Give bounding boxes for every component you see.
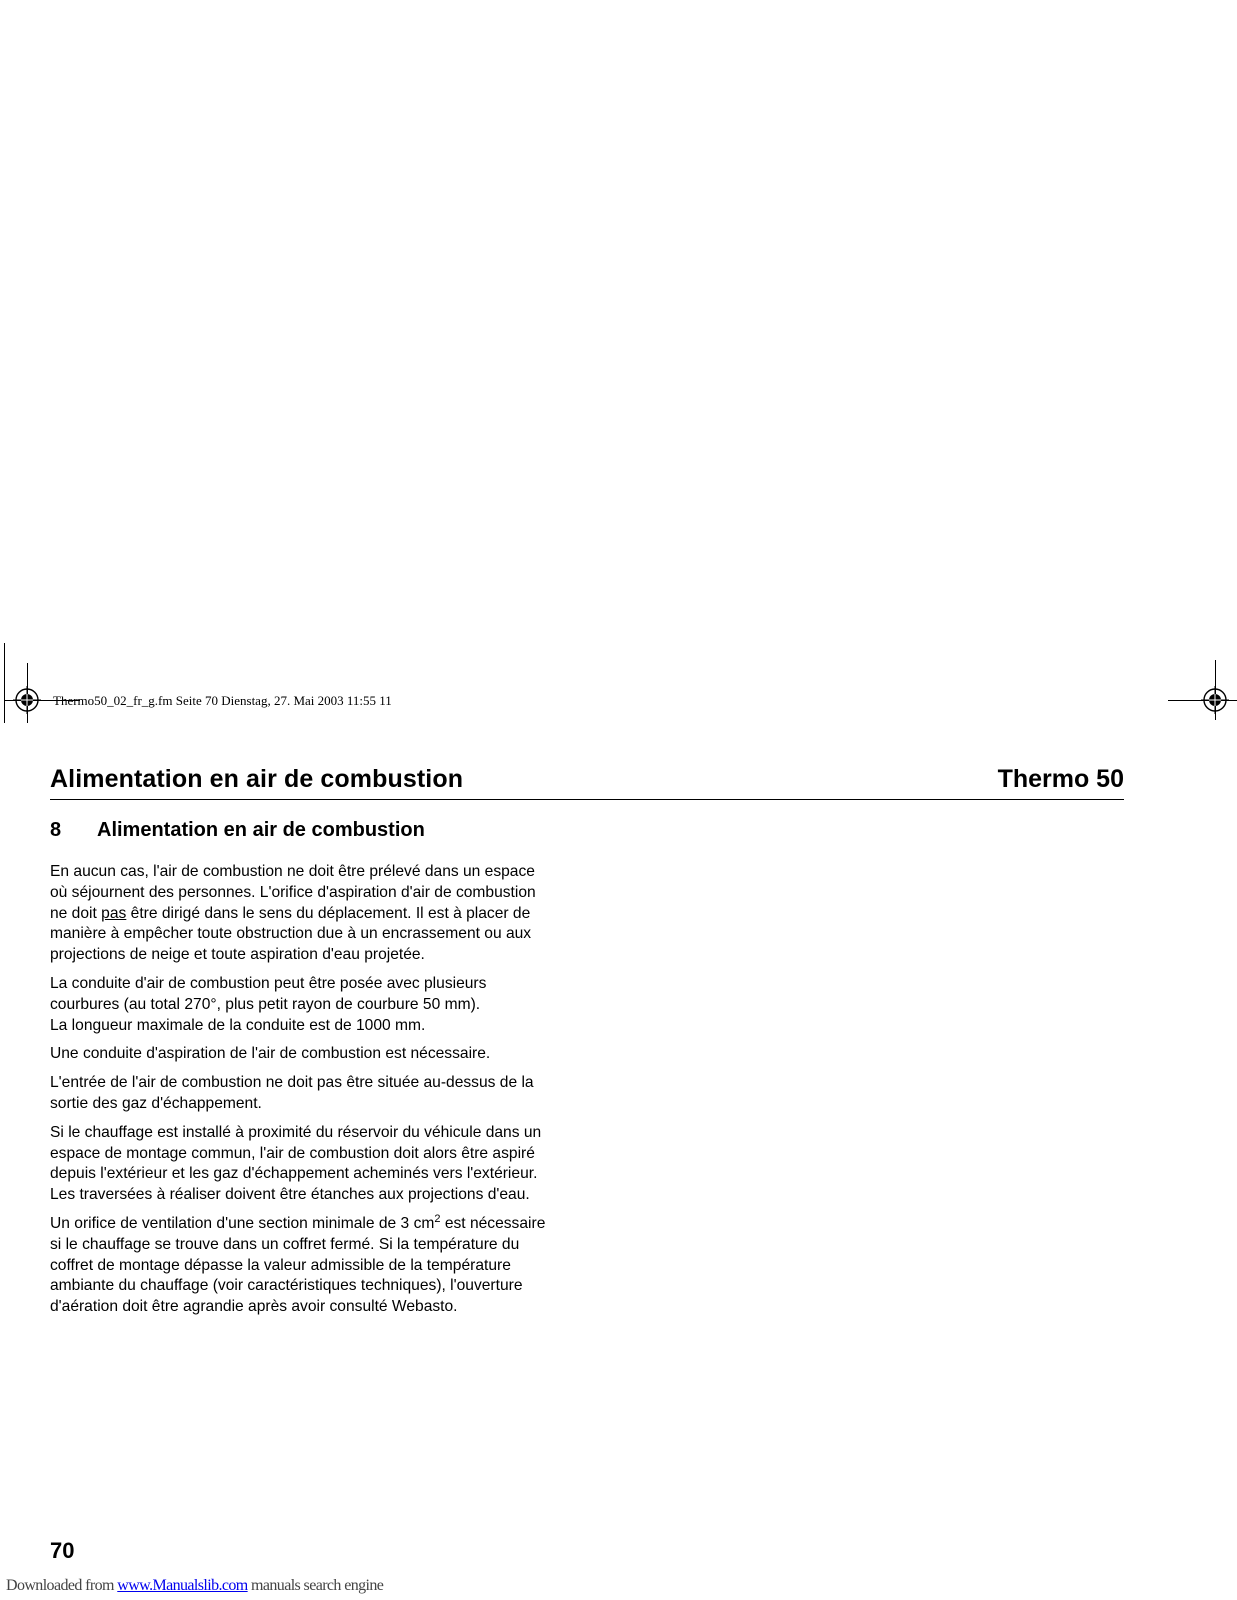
registration-mark-left-icon bbox=[13, 686, 41, 714]
text-line: sortie des gaz d'échappement. bbox=[50, 1094, 262, 1112]
page-number: 70 bbox=[50, 1538, 75, 1563]
text-line: manière à empêcher toute obstruction due à un encrassement ou aux bbox=[50, 925, 532, 943]
section-heading bbox=[50, 819, 425, 842]
underlined-word: pas bbox=[101, 904, 127, 922]
header-chapter-title: Alimentation en air de combustion bbox=[50, 765, 464, 793]
crop-mark-left-vertical bbox=[4, 643, 5, 723]
section-title: Alimentation en air de combustion bbox=[97, 819, 425, 841]
text-line: depuis l'extérieur et les gaz d'échappement acheminés vers l'extérieur. bbox=[50, 1165, 538, 1183]
text-fragment: est nécessaire bbox=[440, 1214, 546, 1232]
text-line: Une conduite d'aspiration de l'air de combustion est nécessaire. bbox=[50, 1045, 491, 1063]
text-line: ambiante du chauffage (voir caractéristiques techniques), l'ouverture bbox=[50, 1277, 523, 1295]
header-product-name: Thermo 50 bbox=[997, 765, 1124, 793]
paragraph-pipe-bends bbox=[50, 974, 590, 1036]
text-line: projections de neige et toute aspiration d'eau projetée. bbox=[50, 946, 425, 964]
section-number: 8 bbox=[50, 819, 62, 841]
text-line: courbures (au total 270°, plus petit rayon de courbure 50 mm). bbox=[50, 995, 481, 1013]
print-slug: Thermo50_02_fr_g.fm Seite 70 Dienstag, 27. Mai 2003 11:55 11 bbox=[53, 693, 392, 708]
paragraph-air-intake bbox=[50, 862, 590, 966]
text-line: L'entrée de l'air de combustion ne doit pas être située au-dessus de la bbox=[50, 1074, 534, 1092]
text-fragment: ne doit bbox=[50, 904, 102, 922]
text-line: coffret de montage dépasse la valeur admissible de la température bbox=[50, 1256, 511, 1274]
text-fragment: Un orifice de ventilation d'une section minimale de 3 cm bbox=[50, 1214, 435, 1232]
text-line: d'aération doit être agrandie après avoir consulté Webasto. bbox=[50, 1298, 458, 1316]
footer-suffix: manuals search engine bbox=[247, 1577, 384, 1594]
footer-prefix: Downloaded from bbox=[6, 1577, 118, 1594]
text-line: espace de montage commun, l'air de combustion doit alors être aspiré bbox=[50, 1144, 535, 1162]
paragraph-intake-required bbox=[50, 1044, 590, 1065]
text-line: La longueur maximale de la conduite est de 1000 mm. bbox=[50, 1016, 426, 1034]
running-header bbox=[50, 763, 1124, 800]
paragraph-intake-position bbox=[50, 1073, 590, 1115]
registration-mark-right-icon bbox=[1201, 686, 1229, 714]
text-line: Les traversées à réaliser doivent être étanches aux projections d'eau. bbox=[50, 1186, 530, 1204]
manualslib-link[interactable]: www.Manualslib.com bbox=[117, 1577, 248, 1594]
text-line: La conduite d'air de combustion peut être posée avec plusieurs bbox=[50, 974, 487, 992]
text-line bbox=[50, 904, 590, 925]
text-line bbox=[50, 1214, 590, 1235]
text-line: où séjournent des personnes. L'orifice d'aspiration d'air de combustion bbox=[50, 883, 536, 901]
download-footer bbox=[6, 1577, 383, 1595]
paragraph-ventilation-opening bbox=[50, 1214, 590, 1318]
text-fragment: être dirigé dans le sens du déplacement. Il est à placer de bbox=[126, 904, 531, 922]
text-line: En aucun cas, l'air de combustion ne doit être prélevé dans un espace bbox=[50, 863, 535, 880]
superscript: 2 bbox=[434, 1212, 441, 1225]
body-text bbox=[50, 862, 590, 1326]
text-line: Si le chauffage est installé à proximité du réservoir du véhicule dans un bbox=[50, 1123, 542, 1141]
text-line: si le chauffage se trouve dans un coffret fermé. Si la température du bbox=[50, 1235, 520, 1253]
paragraph-fuel-tank-proximity bbox=[50, 1123, 590, 1206]
